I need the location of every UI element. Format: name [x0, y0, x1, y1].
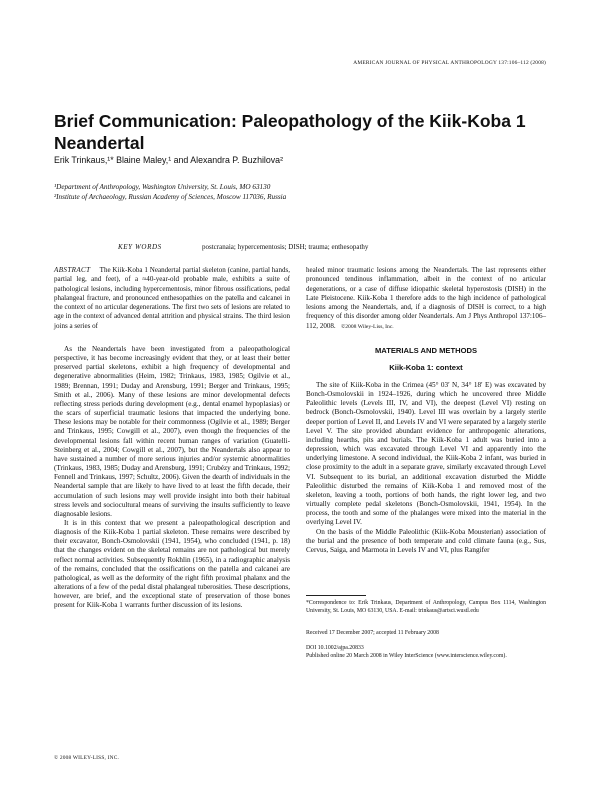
subsection-heading: Kiik-Koba 1: context [389, 363, 463, 372]
body-paragraph: On the basis of the Middle Paleolithic (Kiik-Koba Mousterian) association of the burial and the presence of both temperate and cold climate fauna (e.g., Sus, Cervus, Saiga, and Marmota in Levels IV and VI, plus Rangifer [306, 527, 546, 554]
section-heading: MATERIALS AND METHODS [374, 346, 478, 355]
keywords-label: KEY WORDS [118, 243, 162, 251]
abstract-label: ABSTRACT [54, 266, 91, 274]
body-right-column [306, 381, 546, 555]
body-paragraph: As the Neandertals have been investigated from a paleopathological perspective, it has become increasingly evident that they, or at least their better preserved partial skeletons, exhibit a high frequency of developmental and degenerative abnormalities (Heim, 1982; Trinkaus, 1983, 1985; Ogilvie et al., 1989; Brennan, 1991; Duday and Arensburg, 1991; Berger and Trinkaus, 1995; Smith et al., 2006). Many of these lesions are minor developmental defects reflecting stress periods during development (e.g., dental enamel hypoplasias) or the scars of superficial traumatic lesions that impacted the underlying bone. These lesions may be notable for their commonness (Ogilvie et al., 1989; Berger and Trinkaus, 1995; Cowgill et al., 2007), even though the frequencies of the developmental lesions fall within recent human ranges of variation (Guatelli-Steinberg et al., 2004; Cowgill et al., 2007), but the Neandertals also appear to have sustained a number of more serious injuries and/or systemic abnormalities (Trinkaus, 1983, 1985; Duday and Arensburg, 1991; Crubézy and Trinkaus, 1992; Fennell and Trinkaus, 1997; Schultz, 2006). Given the dearth of individuals in the Neandertal sample that are likely to have lived to at least the fifth decade, their accumulation of such lesions may well provide insight into both their habitual stress levels and sociocultural means of surviving the insults sufficiently to leave diagnosable lesions. [54, 345, 290, 518]
body-left-column [54, 345, 290, 611]
body-paragraph: It is in this context that we present a paleopathological description and diagnosis of the Kiik-Koba 1 partial skeleton. These remains were described by their excavator, Bonch-Osmolovskii (1941, 1954), who concluded (1941, p. 18) that the changes evident on the skeletal remains are not pathological but merely reflect normal activities. Subsequently Rokhlin (1965), in a radiographic analysis of the remains, concluded that the ossifications on the patella and calcanei are pathological, as well as the deformity of the right fifth proximal phalanx and the alterations of a few of the pedal distal phalangeal tuberosities. These descriptions, however, are brief, and the exceptional state of preservation of those bones present for Kiik-Koba 1 warrants further discussion of its lesions. [54, 518, 290, 610]
abstract-right [306, 266, 546, 332]
affiliation-1: ¹Department of Anthropology, Washington University, St. Louis, MO 63130 [54, 183, 271, 191]
running-head: AMERICAN JOURNAL OF PHYSICAL ANTHROPOLOGY 137:106–112 (2008) [353, 60, 546, 66]
author-list: Erik Trinkaus,¹* Blaine Maley,¹ and Alexandra P. Buzhilova² [54, 155, 283, 165]
abstract-left [54, 266, 290, 331]
received-footnote [306, 630, 546, 638]
correspondence-text: *Correspondence to: Erik Trinkaus, Department of Anthropology, Campus Box 1114, Washington University, St. Louis, MO 63130, USA. E-mail: trinkaus@artsci.wustl.edu [306, 600, 546, 614]
published-text: Published online 20 March 2008 in Wiley InterScience (www.interscience.wiley.com). [306, 652, 507, 659]
abstract-copyright: ©2008 Wiley-Liss, Inc. [341, 323, 394, 330]
footnote-divider [306, 595, 366, 596]
abstract-text-left: The Kiik-Koba 1 Neandertal partial skeleton (canine, partial hands, partial leg, and feet), of a ≈40-year-old probable male, exhibits a suite of pathological lesions, including hypercementosis, minor fibrous ossifications, pedal phalangeal fracture, and pronounced enthesopathies on the patella and calcanei in the context of no articular degenerations. The first two sets of lesions are related to age in the context of advanced dental attrition and physical strains. The third lesion joins a series of [54, 266, 290, 330]
correspondence-footnote [306, 600, 546, 615]
doi-text: DOI 10.1002/ajpa.20833 [306, 645, 364, 651]
footer-copyright: © 2008 WILEY-LISS, INC. [54, 755, 120, 761]
received-text: Received 17 December 2007; accepted 11 February 2008 [306, 630, 439, 636]
publication-footnote [306, 645, 546, 660]
affiliation-2: ²Institute of Archaeology, Russian Academy of Sciences, Moscow 117036, Russia [54, 193, 287, 201]
body-paragraph: The site of Kiik-Koba in the Crimea (45° 03′ N, 34° 18′ E) was excavated by Bonch-Osmolovskii in 1924–1926, during which he uncovered three Middle Paleolithic levels (Levels III, IV, and VI), the deepest (Level VI) resting on bedrock (Bonch-Osmolovskii, 1940). Level III was overlain by a largely sterile deeper portion of Level II, and Levels IV and VI were separated by a largely sterile Level V. The site provided abundant evidence for anthropogenic alterations, including hearths, pits and burials. The Kiik-Koba 1 adult was buried into a depression, which was excavated through Level VI and apparently into the underlying limestone. A second individual, the Kiik-Koba 2 infant, was buried in close proximity to the adult in a separate grave, similarly excavated through Level VI. Subsequent to its burial, an additional excavation disturbed the Middle Paleolithic disturbed the remains of Kiik-Koba 1 and removed most of the skeleton, leaving a tooth, portions of both hands, the right lower leg, and two virtually complete pedal skeletons (Bonch-Osmolovskii, 1941, 1954). In the process, the tooth and some of the phalanges were mixed into the material in the overlying Level IV. [306, 381, 546, 527]
keywords-text: postcranaia; hypercementosis; DISH; trauma; enthesopathy [202, 243, 369, 251]
article-title: Brief Communication: Paleopathology of the Kiik-Koba 1 Neandertal [54, 111, 526, 153]
abstract-text-right: healed minor traumatic lesions among the Neandertals. The last represents either pronounced tendinous inflammation, albeit in the context of no articular degenerations, or a case of diffuse idiopathic skeletal hyperostosis (DISH) in the Late Pleistocene. Kiik-Koba 1 therefore adds to the high incidence of pathological lesions among the Neandertals, and, if a diagnosis of DISH is correct, to a high frequency of this disorder among older Neandertals. Am J Phys Anthropol 137:106–112, 2008. [306, 266, 546, 330]
